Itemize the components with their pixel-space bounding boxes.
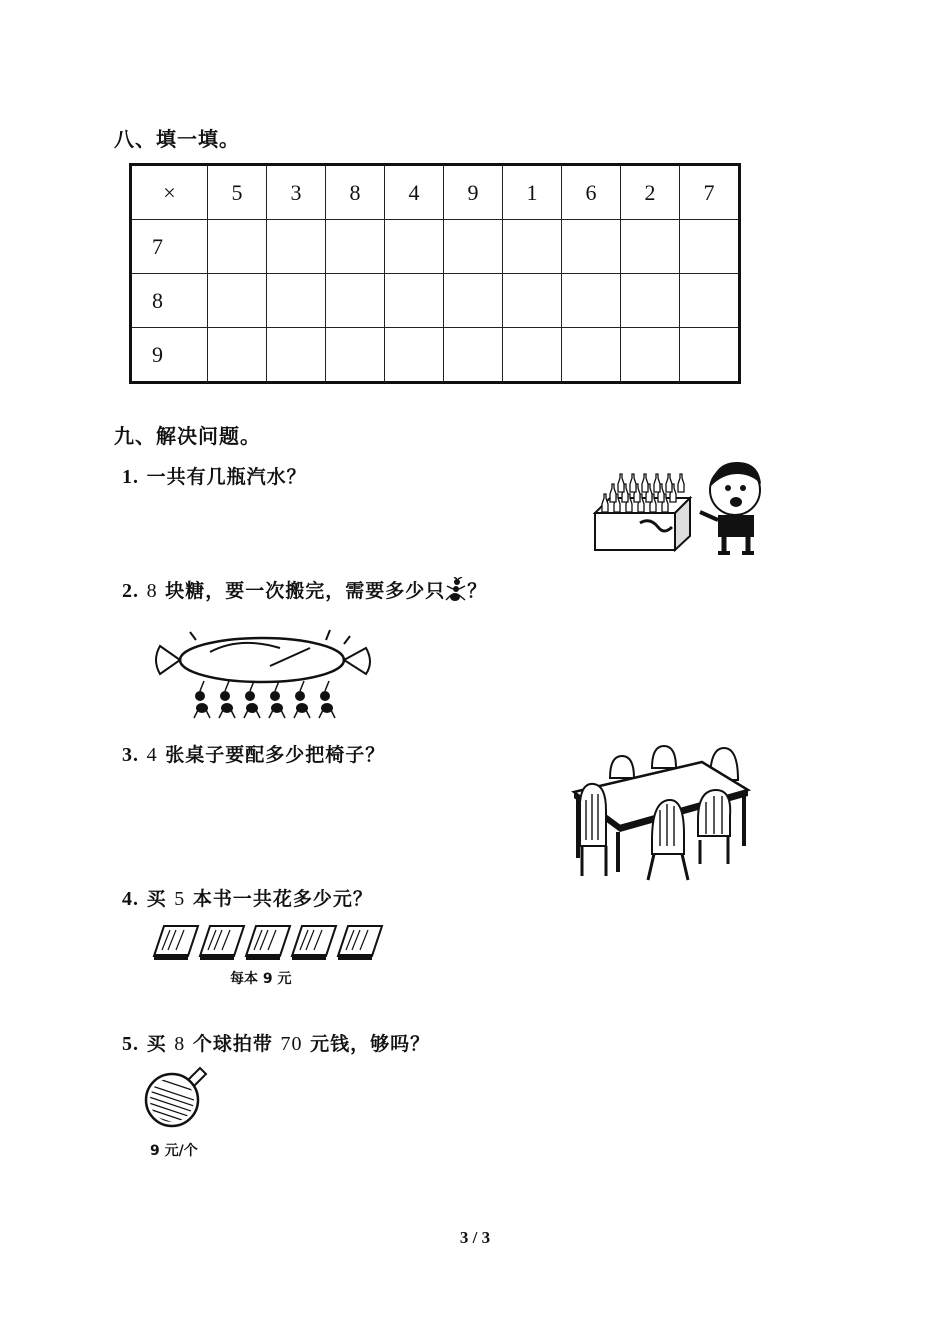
answer-cell[interactable] (562, 274, 621, 328)
answer-cell[interactable] (208, 220, 267, 274)
question-number: 5. (122, 1033, 139, 1055)
question-text: 一共有几瓶汽水？ (146, 466, 307, 488)
column-header: 8 (326, 165, 385, 220)
table-row (131, 328, 740, 383)
answer-cell[interactable] (444, 220, 503, 274)
row-header: 9 (131, 328, 208, 383)
multiplication-table (129, 163, 741, 384)
paddle-count: 8 (174, 1033, 186, 1055)
section-9-title: 九、解决问题。 (114, 424, 261, 448)
answer-cell[interactable] (208, 274, 267, 328)
question-text: 张桌子要配多少把椅子？ (157, 744, 386, 766)
question-mark: ？ (467, 580, 488, 602)
answer-cell[interactable] (444, 274, 503, 328)
answer-cell[interactable] (680, 328, 740, 383)
column-header: 4 (385, 165, 444, 220)
books-illustration (150, 920, 390, 962)
answer-cell[interactable] (444, 328, 503, 383)
section-8-title: 八、填一填。 (114, 127, 240, 151)
answer-cell[interactable] (503, 328, 562, 383)
ants-carrying-candy-illustration (150, 622, 380, 722)
table-row (131, 220, 740, 274)
table-count: 4 (146, 744, 158, 766)
table-row (131, 274, 740, 328)
answer-cell[interactable] (326, 328, 385, 383)
answer-cell[interactable] (680, 220, 740, 274)
question-3 (122, 740, 385, 767)
answer-cell[interactable] (621, 220, 680, 274)
column-header: 9 (444, 165, 503, 220)
question-number: 3. (122, 744, 139, 766)
question-2 (122, 576, 487, 603)
answer-cell[interactable] (503, 274, 562, 328)
answer-cell[interactable] (680, 274, 740, 328)
column-header: 6 (562, 165, 621, 220)
question-number: 1. (122, 466, 139, 488)
question-text: 买 (146, 888, 175, 910)
book-price-caption: 每本 9 元 (230, 971, 292, 987)
paddle-illustration (140, 1062, 215, 1132)
question-number: 2. (122, 580, 139, 602)
answer-cell[interactable] (267, 220, 326, 274)
question-number: 4. (122, 888, 139, 910)
answer-cell[interactable] (326, 220, 385, 274)
column-header: 5 (208, 165, 267, 220)
table-corner-symbol: × (131, 165, 208, 220)
question-4 (122, 884, 373, 911)
row-header: 8 (131, 274, 208, 328)
table-header-row (131, 165, 740, 220)
page-number: 3 / 3 (459, 1228, 491, 1247)
answer-cell[interactable] (562, 220, 621, 274)
answer-cell[interactable] (208, 328, 267, 383)
answer-cell[interactable] (562, 328, 621, 383)
soda-crate-boy-illustration (590, 458, 780, 558)
answer-cell[interactable] (503, 220, 562, 274)
book-count: 5 (174, 888, 186, 910)
row-header: 7 (131, 220, 208, 274)
table-chairs-illustration (570, 740, 755, 885)
question-text: 个球拍带 (185, 1033, 281, 1055)
question-text: 买 (146, 1033, 175, 1055)
question-5 (122, 1029, 430, 1056)
answer-cell[interactable] (385, 220, 444, 274)
question-text: 元钱，够吗？ (302, 1033, 431, 1055)
question-text: 本书一共花多少元？ (185, 888, 373, 910)
answer-cell[interactable] (385, 274, 444, 328)
question-text: 块糖，要一次搬完，需要多少只 (157, 580, 446, 602)
answer-cell[interactable] (267, 328, 326, 383)
column-header: 1 (503, 165, 562, 220)
column-header: 3 (267, 165, 326, 220)
money-amount: 70 (280, 1033, 303, 1055)
answer-cell[interactable] (267, 274, 326, 328)
ant-icon (445, 577, 467, 603)
column-header: 2 (621, 165, 680, 220)
answer-cell[interactable] (326, 274, 385, 328)
candy-count: 8 (146, 580, 158, 602)
answer-cell[interactable] (385, 328, 444, 383)
answer-cell[interactable] (621, 328, 680, 383)
question-1 (122, 462, 307, 489)
paddle-price-caption: 9 元/个 (150, 1143, 198, 1159)
column-header: 7 (680, 165, 740, 220)
answer-cell[interactable] (621, 274, 680, 328)
